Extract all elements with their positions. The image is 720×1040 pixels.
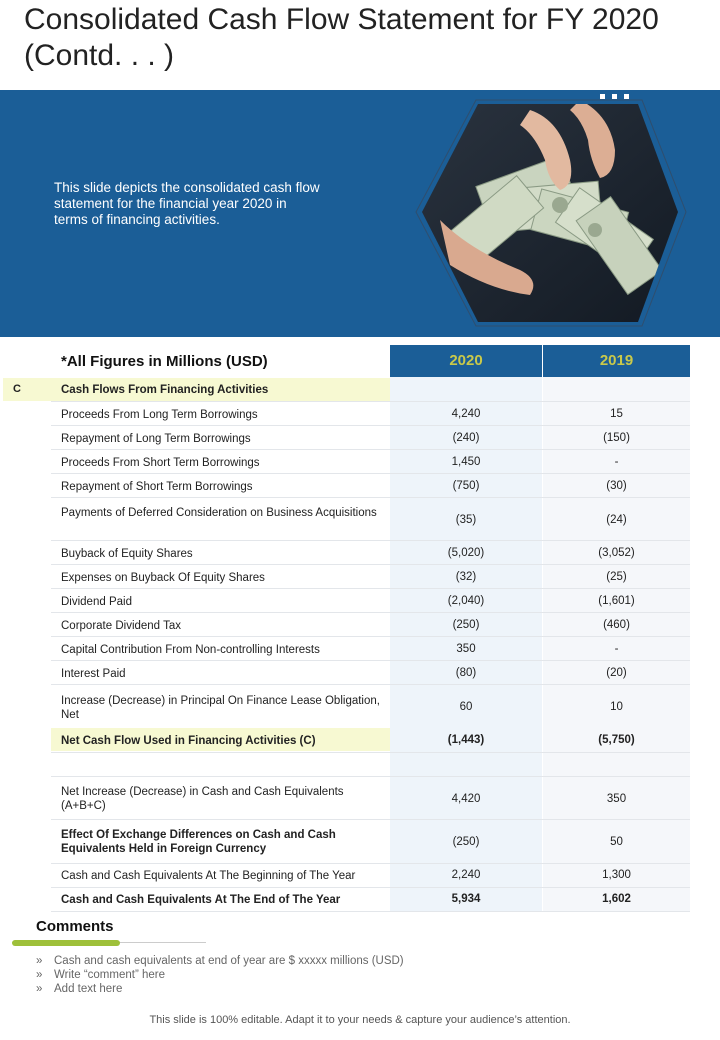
table-row-value-2020: (250) <box>452 619 480 631</box>
money-hands-image <box>410 90 700 337</box>
table-row-label: Dividend Paid <box>61 596 132 608</box>
table-row-value-2019: (25) <box>606 571 627 583</box>
section-title: Cash Flows From Financing Activities <box>61 384 269 396</box>
table-row-label: Cash and Cash Equivalents At The Beginning of The Year <box>61 870 356 882</box>
table-row-value-2020: (35) <box>455 514 477 526</box>
table-row-label: Cash and Cash Equivalents At The End of The Year <box>61 894 341 906</box>
table-row-value-2019: (30) <box>606 480 627 492</box>
comments-accent-bar <box>12 940 120 946</box>
comment-item: » Cash and cash equivalents at end of year are $ xxxxx millions (USD) <box>36 955 404 967</box>
figures-note: *All Figures in Millions (USD) <box>61 353 268 370</box>
table-row-value-2019: 1,300 <box>602 869 631 881</box>
table-row-label: Increase (Decrease) in Principal On Finance Lease Obligation, Net <box>61 695 380 721</box>
table-row-value-2020: (80) <box>455 667 477 679</box>
table-row-label: Net Cash Flow Used in Financing Activities (C) <box>61 735 316 747</box>
table-row-value-2019: 15 <box>610 408 623 420</box>
table-row-value-2019: - <box>614 456 619 468</box>
table-row-value-2019: (1,601) <box>598 595 635 607</box>
table-row-value-2019: (3,052) <box>598 547 635 559</box>
banner-description: This slide depicts the consolidated cash flow statement for the financial year 2020 in terms of financing activities. <box>54 180 320 227</box>
table-row-value-2020: 4,420 <box>451 793 481 805</box>
table-row-value-2020: (250) <box>452 836 480 848</box>
table-row-value-2020: (5,020) <box>447 547 485 559</box>
table-row-label: Interest Paid <box>61 668 126 680</box>
table-row-value-2019: 50 <box>610 836 623 848</box>
bullet-icon: » <box>36 983 43 995</box>
table-row-value-2020: 1,450 <box>451 456 481 468</box>
table-row-value-2020: (32) <box>455 571 477 583</box>
table-row-value-2019: (20) <box>606 667 627 679</box>
comment-item: » Add text here <box>36 983 123 995</box>
bullet-icon: » <box>36 969 43 981</box>
table-row-value-2020: 2,240 <box>451 869 481 881</box>
bullet-icon: » <box>36 955 43 967</box>
table-row-label: Corporate Dividend Tax <box>61 620 181 632</box>
table-row-label: Expenses on Buyback Of Equity Shares <box>61 572 265 584</box>
table-row-value-2019: - <box>614 643 619 655</box>
column-header-2019: 2019 <box>543 345 690 377</box>
table-row-value-2020: (1,443) <box>447 734 485 746</box>
comments-title: Comments <box>36 918 114 935</box>
table-row-label: Payments of Deferred Consideration on Business Acquisitions <box>61 507 377 519</box>
table-row-label: Repayment of Short Term Borrowings <box>61 481 253 493</box>
comment-item: » Write “comment” here <box>36 969 165 981</box>
table-row-label: Net Increase (Decrease) in Cash and Cash Equivalents (A+B+C) <box>61 786 344 812</box>
table-row-label: Effect Of Exchange Differences on Cash and Cash Equivalents Held in Foreign Currency <box>61 829 336 855</box>
table-row-value-2019: 1,602 <box>602 893 631 905</box>
table-row-value-2019: (460) <box>603 619 630 631</box>
table-row-label: Proceeds From Short Term Borrowings <box>61 457 260 469</box>
page-title: Consolidated Cash Flow Statement for FY 2020 (Contd. . . ) <box>24 3 659 72</box>
table-row-value-2019: (24) <box>606 514 627 526</box>
table-row-label: Proceeds From Long Term Borrowings <box>61 409 258 421</box>
table-row-value-2019: (150) <box>603 432 630 444</box>
table-row-value-2020: 4,240 <box>451 408 481 420</box>
section-letter: C <box>13 383 21 395</box>
table-row-value-2020: 60 <box>459 701 473 713</box>
table-row-value-2019: (5,750) <box>598 734 635 746</box>
banner <box>0 90 720 337</box>
table-row-value-2019: 10 <box>610 701 623 713</box>
table-row-value-2020: 5,934 <box>451 893 481 905</box>
table-row-value-2020: 350 <box>456 643 476 655</box>
table-row-value-2019: 350 <box>606 793 627 805</box>
table-row-label: Buyback of Equity Shares <box>61 548 193 560</box>
table-row-label: Capital Contribution From Non-controlling Interests <box>61 644 320 656</box>
footer-note: This slide is 100% editable. Adapt it to your needs & capture your audience’s attention. <box>149 1014 571 1026</box>
column-header-2020: 2020 <box>390 345 542 377</box>
table-row-value-2020: (750) <box>452 480 480 492</box>
table-row-value-2020: (240) <box>452 432 480 444</box>
table-row-label: Repayment of Long Term Borrowings <box>61 433 251 445</box>
table-row-value-2020: (2,040) <box>447 595 485 607</box>
